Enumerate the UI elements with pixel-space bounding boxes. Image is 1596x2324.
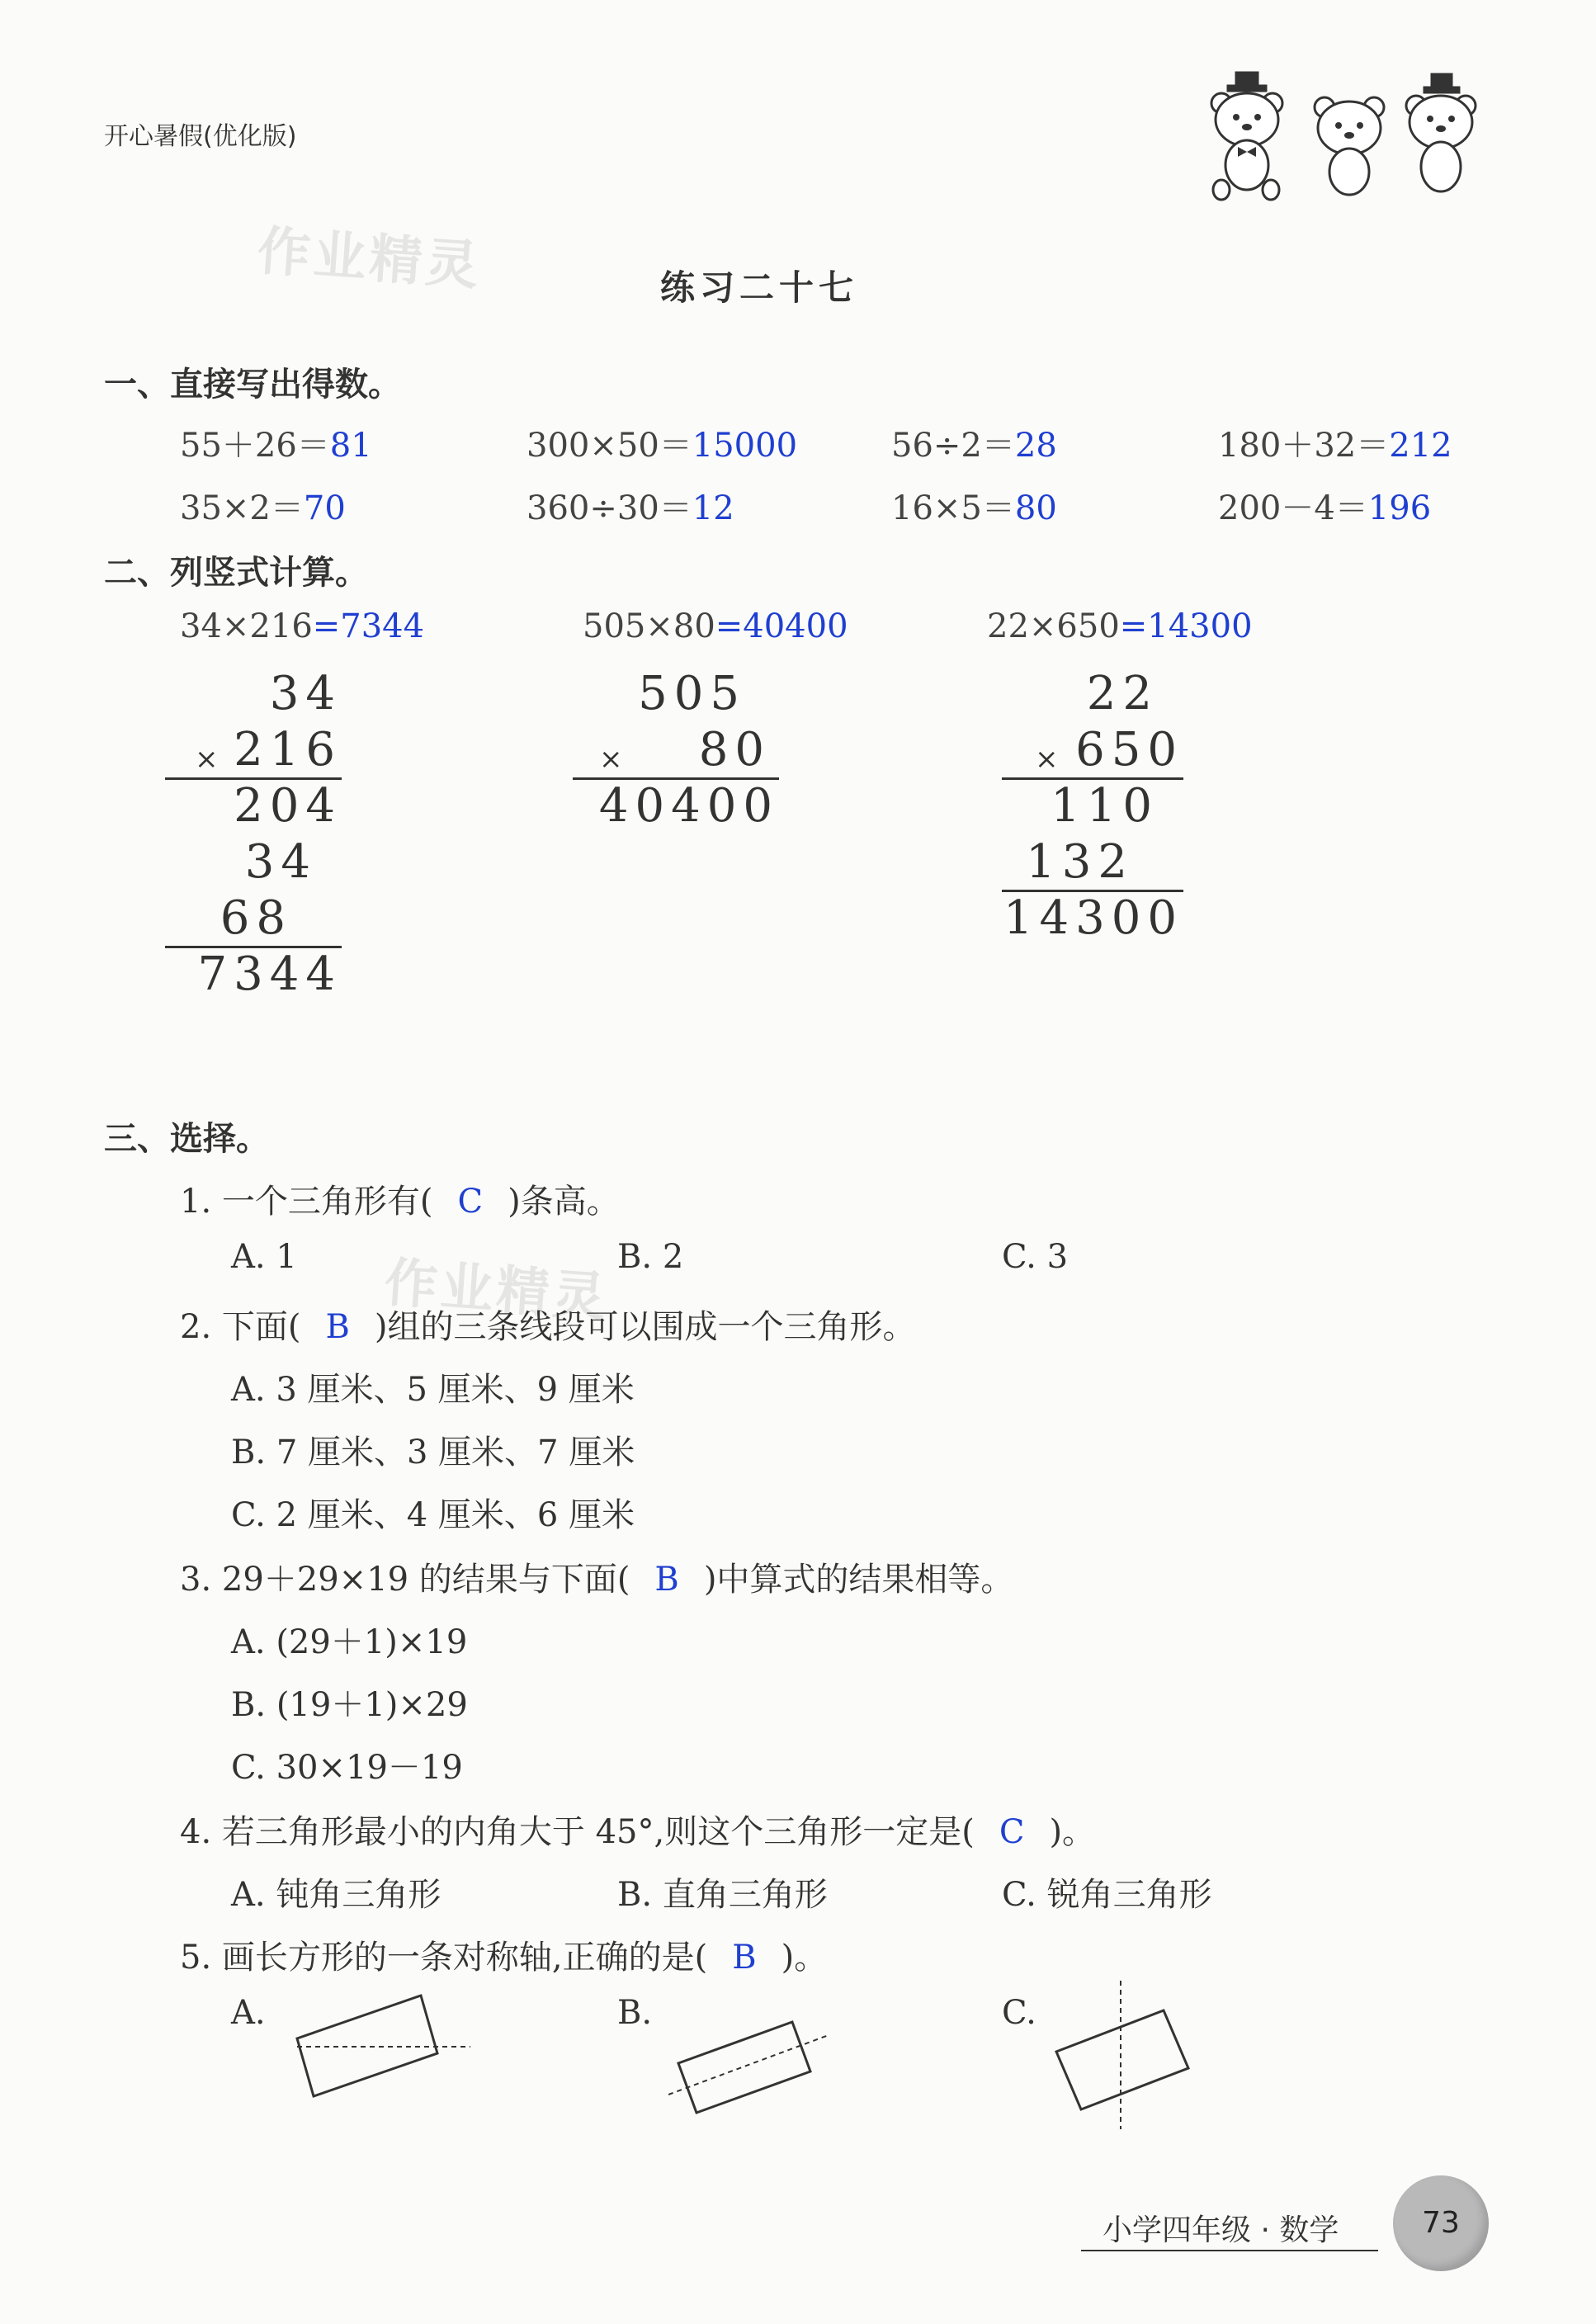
rectangle-figure-b bbox=[668, 1997, 833, 2121]
option: B. bbox=[617, 1994, 653, 2032]
question: 3. 29＋29×19 的结果与下面( B )中算式的结果相等。 bbox=[180, 1561, 1014, 1599]
equation: 35×2＝70 bbox=[180, 489, 346, 527]
watermark: 作业精灵 bbox=[255, 220, 484, 298]
section-heading: 一、直接写出得数。 bbox=[104, 366, 401, 404]
watermark: 作业精灵 bbox=[382, 1252, 611, 1330]
answer: C bbox=[457, 1183, 484, 1221]
option: A. 3 厘米、5 厘米、9 厘米 bbox=[231, 1371, 635, 1409]
option: A. 1 bbox=[231, 1238, 297, 1276]
question: 5. 画长方形的一条对称轴,正确的是( B )。 bbox=[180, 1939, 828, 1977]
times-sign: × bbox=[1035, 743, 1059, 776]
option: C. 2 厘米、4 厘米、6 厘米 bbox=[231, 1496, 635, 1534]
question: 4. 若三角形最小的内角大于 45°,则这个三角形一定是( C )。 bbox=[180, 1813, 1096, 1851]
option: A. bbox=[231, 1994, 266, 2032]
answer: 28 bbox=[1014, 427, 1057, 465]
answer: 70 bbox=[303, 489, 346, 527]
section-heading: 二、列竖式计算。 bbox=[104, 554, 368, 592]
equation: 360÷30＝12 bbox=[526, 489, 734, 527]
question: 2. 下面( B )组的三条线段可以围成一个三角形。 bbox=[180, 1308, 916, 1346]
answer: C bbox=[999, 1813, 1025, 1851]
equation: 55＋26＝81 bbox=[180, 427, 372, 465]
answer: =14300 bbox=[1119, 607, 1253, 645]
times-sign: × bbox=[195, 743, 219, 776]
option: B. 2 bbox=[617, 1238, 684, 1276]
answer: B bbox=[654, 1561, 679, 1599]
answer: 81 bbox=[329, 427, 372, 465]
question: 1. 一个三角形有( C )条高。 bbox=[180, 1183, 620, 1221]
answer: 80 bbox=[1014, 489, 1057, 527]
answer: 12 bbox=[692, 489, 734, 527]
problem-expression: 505×80=40400 bbox=[583, 607, 848, 645]
answer: 196 bbox=[1367, 489, 1432, 527]
answer: 15000 bbox=[692, 427, 798, 465]
equation: 56÷2＝28 bbox=[891, 427, 1057, 465]
option: A. 钝角三角形 bbox=[231, 1876, 441, 1914]
bear-mascots-illustration bbox=[1188, 66, 1494, 206]
option: C. 30×19－19 bbox=[231, 1749, 463, 1787]
option: B. 直角三角形 bbox=[617, 1876, 828, 1914]
answer: B bbox=[732, 1939, 757, 1977]
answer: B bbox=[325, 1308, 350, 1346]
option: B. (19＋1)×29 bbox=[231, 1686, 468, 1724]
equation: 16×5＝80 bbox=[891, 489, 1057, 527]
option: C. 3 bbox=[1002, 1238, 1069, 1276]
equation: 200－4＝196 bbox=[1218, 489, 1432, 527]
page-number: 73 bbox=[1422, 2206, 1460, 2240]
rectangle-figure-c bbox=[1048, 1981, 1197, 2129]
answer: =7344 bbox=[312, 607, 425, 645]
option: B. 7 厘米、3 厘米、7 厘米 bbox=[231, 1434, 635, 1471]
equation: 300×50＝15000 bbox=[526, 427, 798, 465]
footer-subject: 小学四年级 · 数学 bbox=[1103, 2213, 1339, 2247]
answer: =40400 bbox=[715, 607, 848, 645]
option: C. bbox=[1002, 1994, 1036, 2032]
book-title: 开心暑假(优化版) bbox=[104, 122, 297, 151]
rectangle-figure-a bbox=[289, 1989, 487, 2113]
times-sign: × bbox=[599, 743, 623, 776]
footer-underline bbox=[1081, 2250, 1378, 2251]
problem-expression: 34×216=7344 bbox=[180, 607, 425, 645]
page-number-badge bbox=[1393, 2175, 1489, 2271]
option: C. 锐角三角形 bbox=[1002, 1876, 1212, 1914]
page-title: 练习二十七 bbox=[660, 267, 859, 308]
option: A. (29＋1)×19 bbox=[231, 1623, 468, 1661]
problem-expression: 22×650=14300 bbox=[987, 607, 1253, 645]
section-heading: 三、选择。 bbox=[104, 1120, 269, 1158]
equation: 180＋32＝212 bbox=[1218, 427, 1452, 465]
answer: 212 bbox=[1389, 427, 1452, 465]
